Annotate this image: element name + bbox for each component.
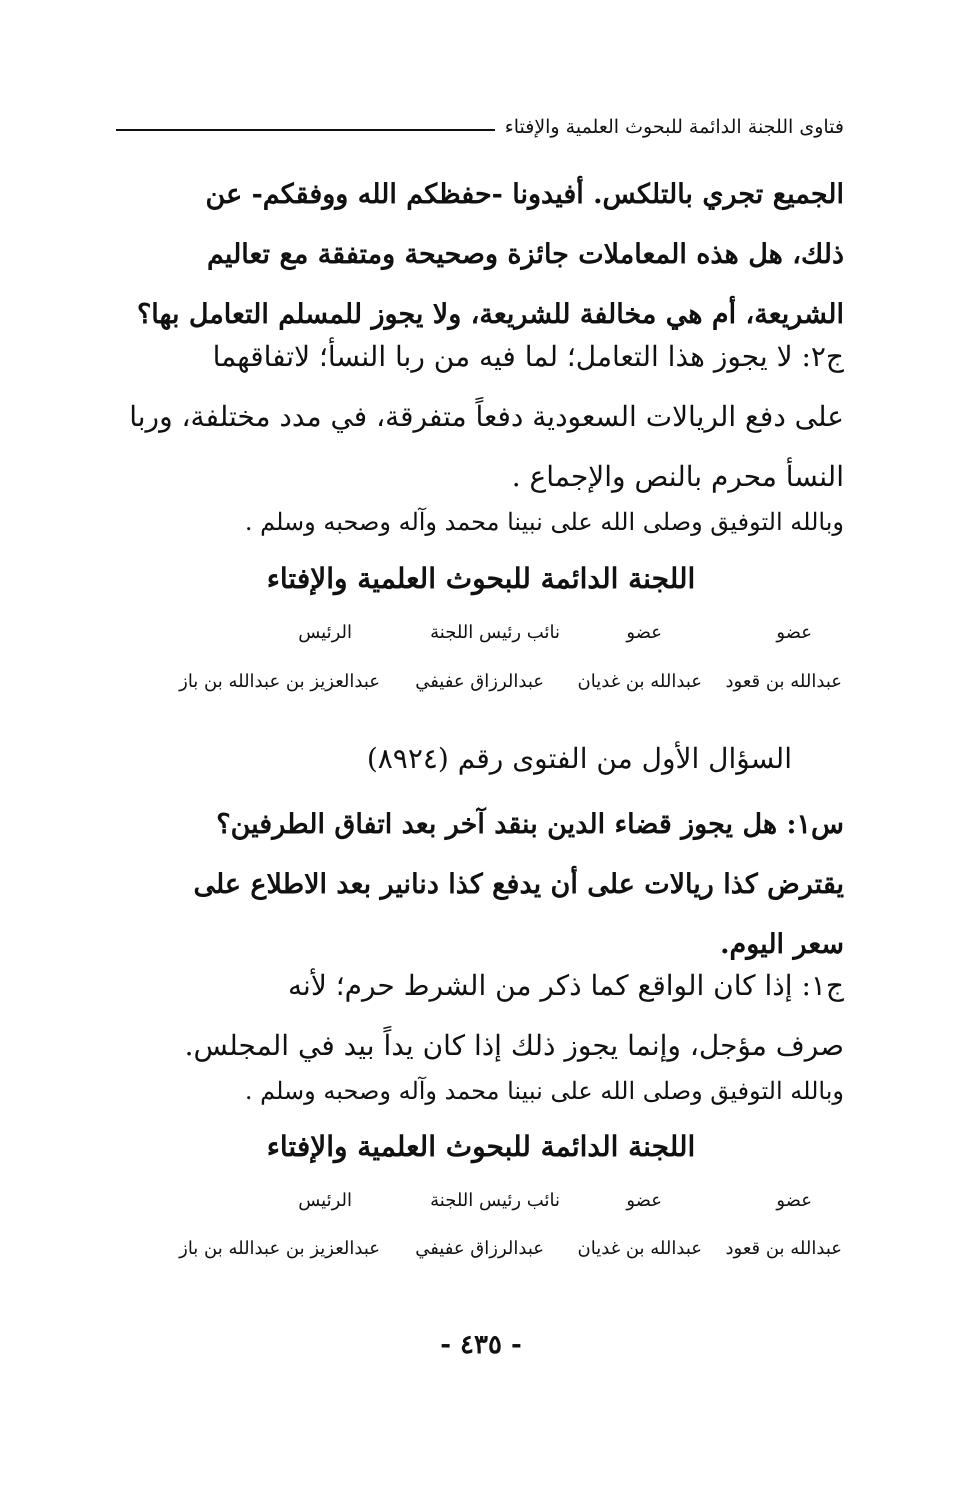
role-vice-chairman: نائب رئيس اللجنة: [430, 622, 560, 643]
role-chairman: الرئيس: [298, 1190, 352, 1211]
signatory-name: عبدالله بن غديان: [577, 671, 702, 692]
signatory-name: عبدالرزاق عفيفي: [415, 1238, 544, 1259]
question-line: ذلك، هل هذه المعاملات جائزة وصحيحة ومتفقة مع تعاليم: [206, 239, 844, 270]
answer-line: صرف مؤجل، وإنما يجوز ذلك إذا كان يداً بيد في المجلس.: [184, 1029, 844, 1062]
signatory-roles: [0, 622, 962, 652]
answer-line: النسأ محرم بالنص والإجماع .: [511, 460, 844, 493]
closing-prayer: وبالله التوفيق وصلى الله على نبينا محمد وآله وصحبه وسلم .: [244, 1077, 844, 1105]
signatory-name: عبدالعزيز بن عبدالله بن باز: [179, 1238, 380, 1259]
header-rule: [116, 129, 495, 131]
running-header: [116, 112, 844, 142]
question-line: سعر اليوم.: [720, 929, 844, 960]
question-line: يقترض كذا ريالات على أن يدفع كذا دنانير بعد الاطلاع على: [193, 869, 844, 900]
signatory-name: عبدالعزيز بن عبدالله بن باز: [179, 671, 380, 692]
role-member: عضو: [776, 622, 812, 643]
signatory-names: [0, 671, 962, 701]
signatory-name: عبدالله بن غديان: [577, 1238, 702, 1259]
question-line: الجميع تجري بالتلكس. أفيدونا -حفظكم الله ووفقكم- عن: [205, 179, 844, 210]
closing-prayer: وبالله التوفيق وصلى الله على نبينا محمد وآله وصحبه وسلم .: [244, 508, 844, 536]
fatwa-number-heading: السؤال الأول من الفتوى رقم (٨٩٢٤): [366, 742, 792, 775]
question-1: [116, 795, 844, 975]
signatory-name: عبدالله بن قعود: [725, 1238, 842, 1259]
signatory-names: [0, 1238, 962, 1268]
signatory-name: عبدالله بن قعود: [725, 671, 842, 692]
question-1-continued: [116, 165, 844, 345]
committee-title: اللجنة الدائمة للبحوث العلمية والإفتاء: [266, 1130, 696, 1163]
page-number: - ٤٣٥ -: [440, 1330, 522, 1360]
question-line: س١: هل يجوز قضاء الدين بنقد آخر بعد اتفاق الطرفين؟: [216, 809, 844, 840]
answer-1: [116, 956, 844, 1076]
committee-title: اللجنة الدائمة للبحوث العلمية والإفتاء: [266, 562, 696, 595]
role-member: عضو: [626, 1190, 662, 1211]
role-vice-chairman: نائب رئيس اللجنة: [430, 1190, 560, 1211]
answer-line: ج١: إذا كان الواقع كما ذكر من الشرط حرم؛ لأنه: [288, 969, 844, 1002]
signatory-name: عبدالرزاق عفيفي: [415, 671, 544, 692]
question-line: الشريعة، أم هي مخالفة للشريعة، ولا يجوز للمسلم التعامل بها؟: [136, 299, 844, 330]
answer-2: [116, 327, 844, 507]
signatory-roles: [0, 1190, 962, 1220]
running-header-title: فتاوى اللجنة الدائمة للبحوث العلمية والإفتاء: [504, 116, 844, 138]
role-member: عضو: [626, 622, 662, 643]
answer-line: على دفع الريالات السعودية دفعاً متفرقة، في مدد مختلفة، وربا: [129, 400, 844, 433]
role-member: عضو: [776, 1190, 812, 1211]
role-chairman: الرئيس: [298, 622, 352, 643]
answer-line: ج٢: لا يجوز هذا التعامل؛ لما فيه من ربا النسأ؛ لاتفاقهما: [212, 340, 844, 373]
